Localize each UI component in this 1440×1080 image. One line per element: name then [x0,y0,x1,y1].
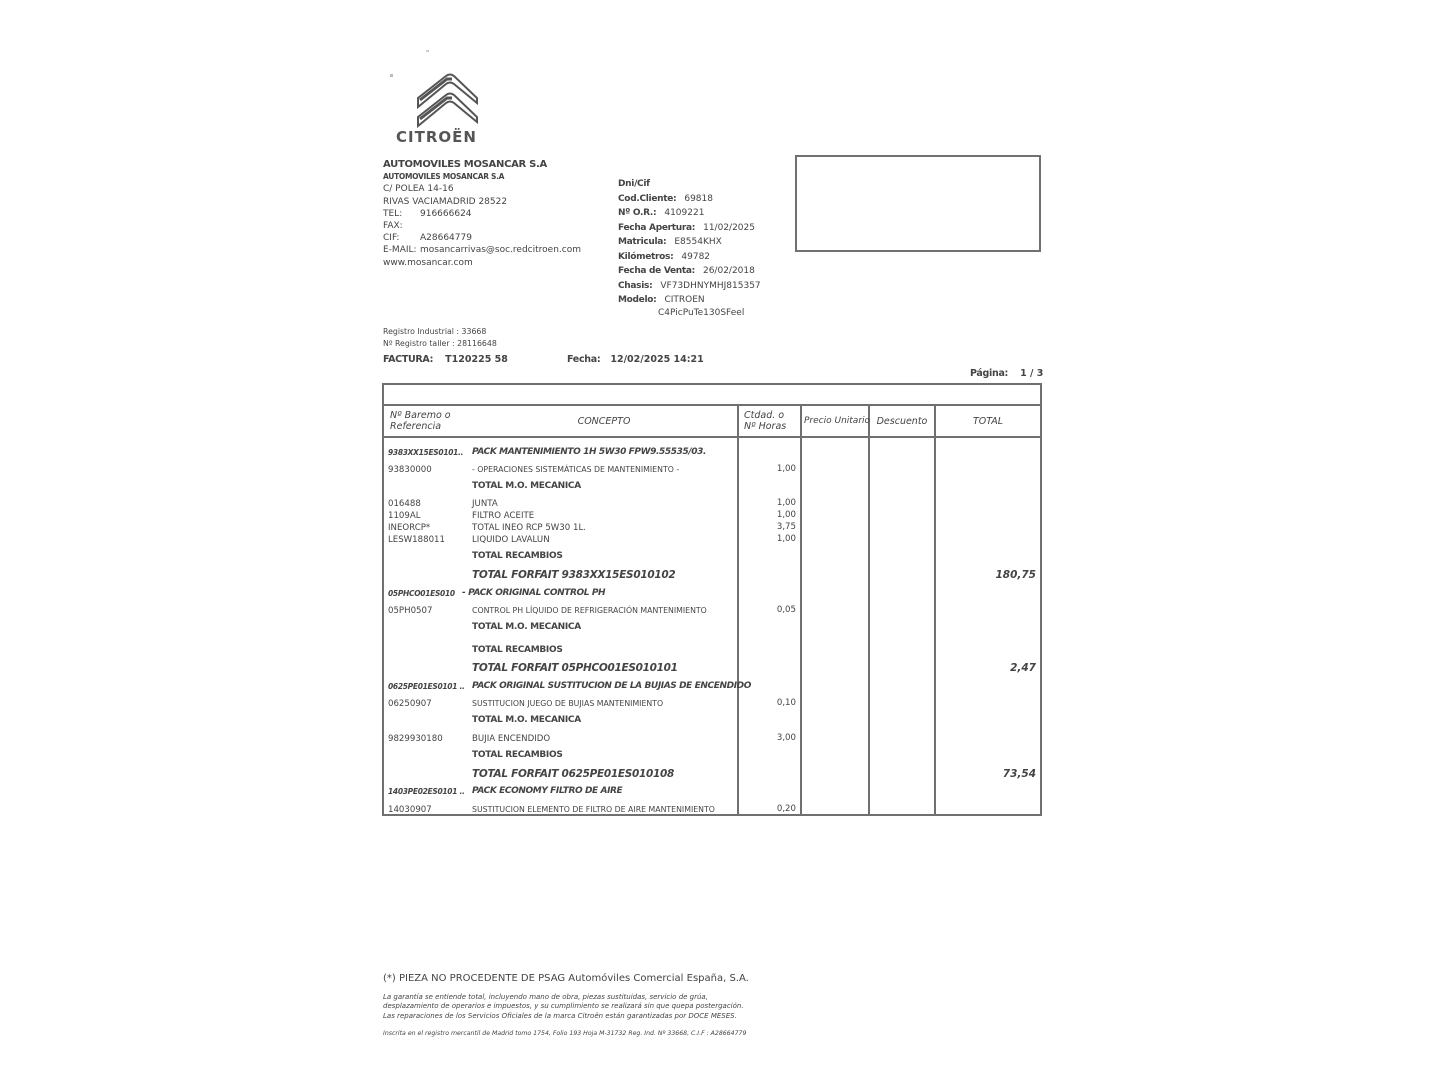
column-divider [868,406,870,814]
client-code-value: 69818 [684,193,713,204]
company-name: AUTOMOVILES MOSANCAR S.A [383,159,547,170]
email-label: E-MAIL: [383,245,417,256]
pack-title: PACK ORIGINAL SUSTITUCION DE LA BUJIAS DE ENCENDIDO [472,681,751,691]
forfait-total-label: TOTAL FORFAIT 0625PE01ES010108 [472,768,675,780]
industrial-registry: Registro Industrial : 33668 [383,327,487,336]
model-value-line2: C4PicPuTe130SFeel [658,307,745,318]
mileage-label: Kilómetros: [618,251,674,262]
line-concept: CONTROL PH LÍQUIDO DE REFRIGERACIÓN MANTENIMIENTO [472,606,707,615]
line-concept: FILTRO ACEITE [472,511,535,521]
invoice-number [383,354,508,365]
registry-info [383,326,497,349]
company-info [383,159,581,269]
tel-label: TEL: [383,208,403,219]
pack-reference: 1403PE02ES0101 .. [388,787,465,796]
fax-label: FAX: [383,221,403,232]
line-reference: LESW188011 [388,535,445,545]
invoice-number-label: FACTURA: [383,354,434,365]
header-discount: Descuento [876,415,928,427]
tel-value: 916666624 [420,208,472,219]
subtotal-label: TOTAL RECAMBIOS [472,750,563,760]
header-quantity [744,406,800,436]
invoice-number-value: T120225 58 [445,354,508,365]
subtotal-label: TOTAL RECAMBIOS [472,551,563,561]
plate-label: Matricula: [618,237,667,247]
line-quantity: 1,00 [776,498,796,508]
chassis-label: Chasis: [618,280,653,291]
line-reference: 016488 [388,499,421,509]
line-quantity: 1,00 [776,510,796,520]
line-quantity: 3,75 [776,522,796,532]
email-value: mosancarrivas@soc.redcitroen.com [420,245,581,256]
warranty-line2: desplazamiento de operarios e impuestos, y su cumplimiento se realizará sin que quepa postergación. [383,1002,744,1011]
header-quantity-line2: Nº Horas [744,421,787,432]
non-psag-part-note: (*) PIEZA NO PROCEDENTE DE PSAG Automóviles Comercial España, S.A. [383,973,749,984]
line-quantity: 0,10 [776,698,796,708]
invoice-lines-table [382,383,1042,816]
mercantile-registry: Inscrita en el registro mercantil de Madrid tomo 1754, Folio 193 Hoja M-31732 Reg. Ind. Nº 33668, C.I.F : A28664779 [383,1030,747,1037]
invoice-date-value: 12/02/2025 14:21 [610,354,704,365]
cif-value: A28664779 [420,233,472,244]
brand-wordmark: CITROËN [396,128,477,146]
line-concept: LIQUIDO LAVALUN [472,535,550,545]
company-website: www.mosancar.com [383,257,473,268]
chassis-value: VF73DHNYMHJ815357 [660,280,761,291]
header-reference [390,406,480,436]
plate-value: E8554KHX [674,237,722,247]
line-quantity: 0,05 [776,605,796,615]
subtotal-label: TOTAL M.O. MECANICA [472,622,581,632]
sale-date-value: 26/02/2018 [702,266,755,276]
line-concept: JUNTA [472,499,498,509]
pack-title: PACK MANTENIMIENTO 1H 5W30 FPW9.55535/03. [472,447,706,457]
line-concept: SUSTITUCION ELEMENTO DE FILTRO DE AIRE MANTENIMIENTO [472,805,715,814]
pack-title: PACK ECONOMY FILTRO DE AIRE [472,786,623,796]
workshop-registry: Nº Registro taller : 28116648 [383,338,497,348]
company-address-line2: RIVAS VACIAMADRID 28522 [383,196,508,207]
header-reference-line2: Referencia [390,421,442,432]
header-concept: CONCEPTO [577,415,631,427]
line-reference: 14030907 [388,805,432,815]
header-total: TOTAL [972,415,1003,427]
pack-reference: 9383XX15ES0101.. [388,448,464,457]
mileage-value: 49782 [681,251,711,262]
scan-speck [390,74,393,77]
or-value: 4109221 [664,208,705,218]
dni-label: Dni/Cif [618,179,650,189]
pack-reference: 05PHCO01ES010 [388,589,455,598]
forfait-total-value: 180,75 [995,569,1036,581]
line-concept: TOTAL INEO RCP 5W30 1L. [472,523,586,533]
opening-date-value: 11/02/2025 [703,222,755,233]
model-value-line1: CITROEN [664,295,705,305]
line-reference: 05PH0507 [388,606,433,616]
invoice-date-label: Fecha: [567,354,601,365]
line-reference: INEORCP* [388,523,431,533]
sale-date-label: Fecha de Venta: [618,266,695,276]
header-quantity-line1: Ctdad. o [744,410,785,421]
line-concept: BUJIA ENCENDIDO [472,734,551,744]
line-concept: - OPERACIONES SISTEMÁTICAS DE MANTENIMIENTO - [472,465,680,474]
scan-speck [426,50,429,52]
line-reference: 9829930180 [388,734,443,744]
line-quantity: 0,20 [776,804,796,814]
subtotal-label: TOTAL M.O. MECANICA [472,715,581,725]
cif-label: CIF: [383,233,400,244]
table-top-band [384,385,1040,406]
warranty-line3: Las reparaciones de los Servicios Oficiales de la marca Citroën están garantizadas por DOCE MESES. [383,1011,737,1020]
page-label: Página: [970,368,1009,379]
column-divider [737,406,739,814]
line-concept: SUSTITUCION JUEGO DE BUJIAS MANTENIMIENTO [472,699,664,708]
company-subname: AUTOMOVILES MOSANCAR S.A [383,172,505,182]
model-label: Modelo: [618,295,657,305]
warranty-text [383,993,744,1021]
forfait-total-value: 2,47 [1010,662,1036,674]
column-divider [800,406,802,814]
line-reference: 93830000 [388,465,432,475]
line-quantity: 1,00 [776,534,796,544]
company-address-line1: C/ POLEA 14-16 [383,184,454,195]
recipient-address-box [795,155,1041,252]
page-value: 1 / 3 [1020,368,1044,379]
line-reference: 1109AL [388,511,421,521]
header-reference-line1: Nº Baremo o [390,410,451,421]
forfait-total-label: TOTAL FORFAIT 05PHCO01ES010101 [472,662,678,674]
column-divider [934,406,936,814]
page-indicator [970,368,1043,379]
subtotal-label: TOTAL RECAMBIOS [472,645,563,655]
header-unit-price: Precio Unitario [804,415,871,426]
forfait-total-label: TOTAL FORFAIT 9383XX15ES010102 [472,569,676,581]
or-label: Nº O.R.: [618,208,657,218]
invoice-date [567,354,704,365]
subtotal-label: TOTAL M.O. MECANICA [472,481,581,491]
pack-title: - PACK ORIGINAL CONTROL PH [462,588,606,598]
line-quantity: 1,00 [776,464,796,474]
client-info [618,177,761,319]
client-code-label: Cod.Cliente: [618,193,677,204]
line-reference: 06250907 [388,699,432,709]
line-quantity: 3,00 [776,733,796,743]
pack-reference: 0625PE01ES0101 .. [388,682,465,691]
warranty-line1: La garantía se entiende total, incluyendo mano de obra, piezas sustituidas, servicio de grúa, [383,993,708,1001]
opening-date-label: Fecha Apertura: [618,222,696,233]
forfait-total-value: 73,54 [1002,768,1036,780]
